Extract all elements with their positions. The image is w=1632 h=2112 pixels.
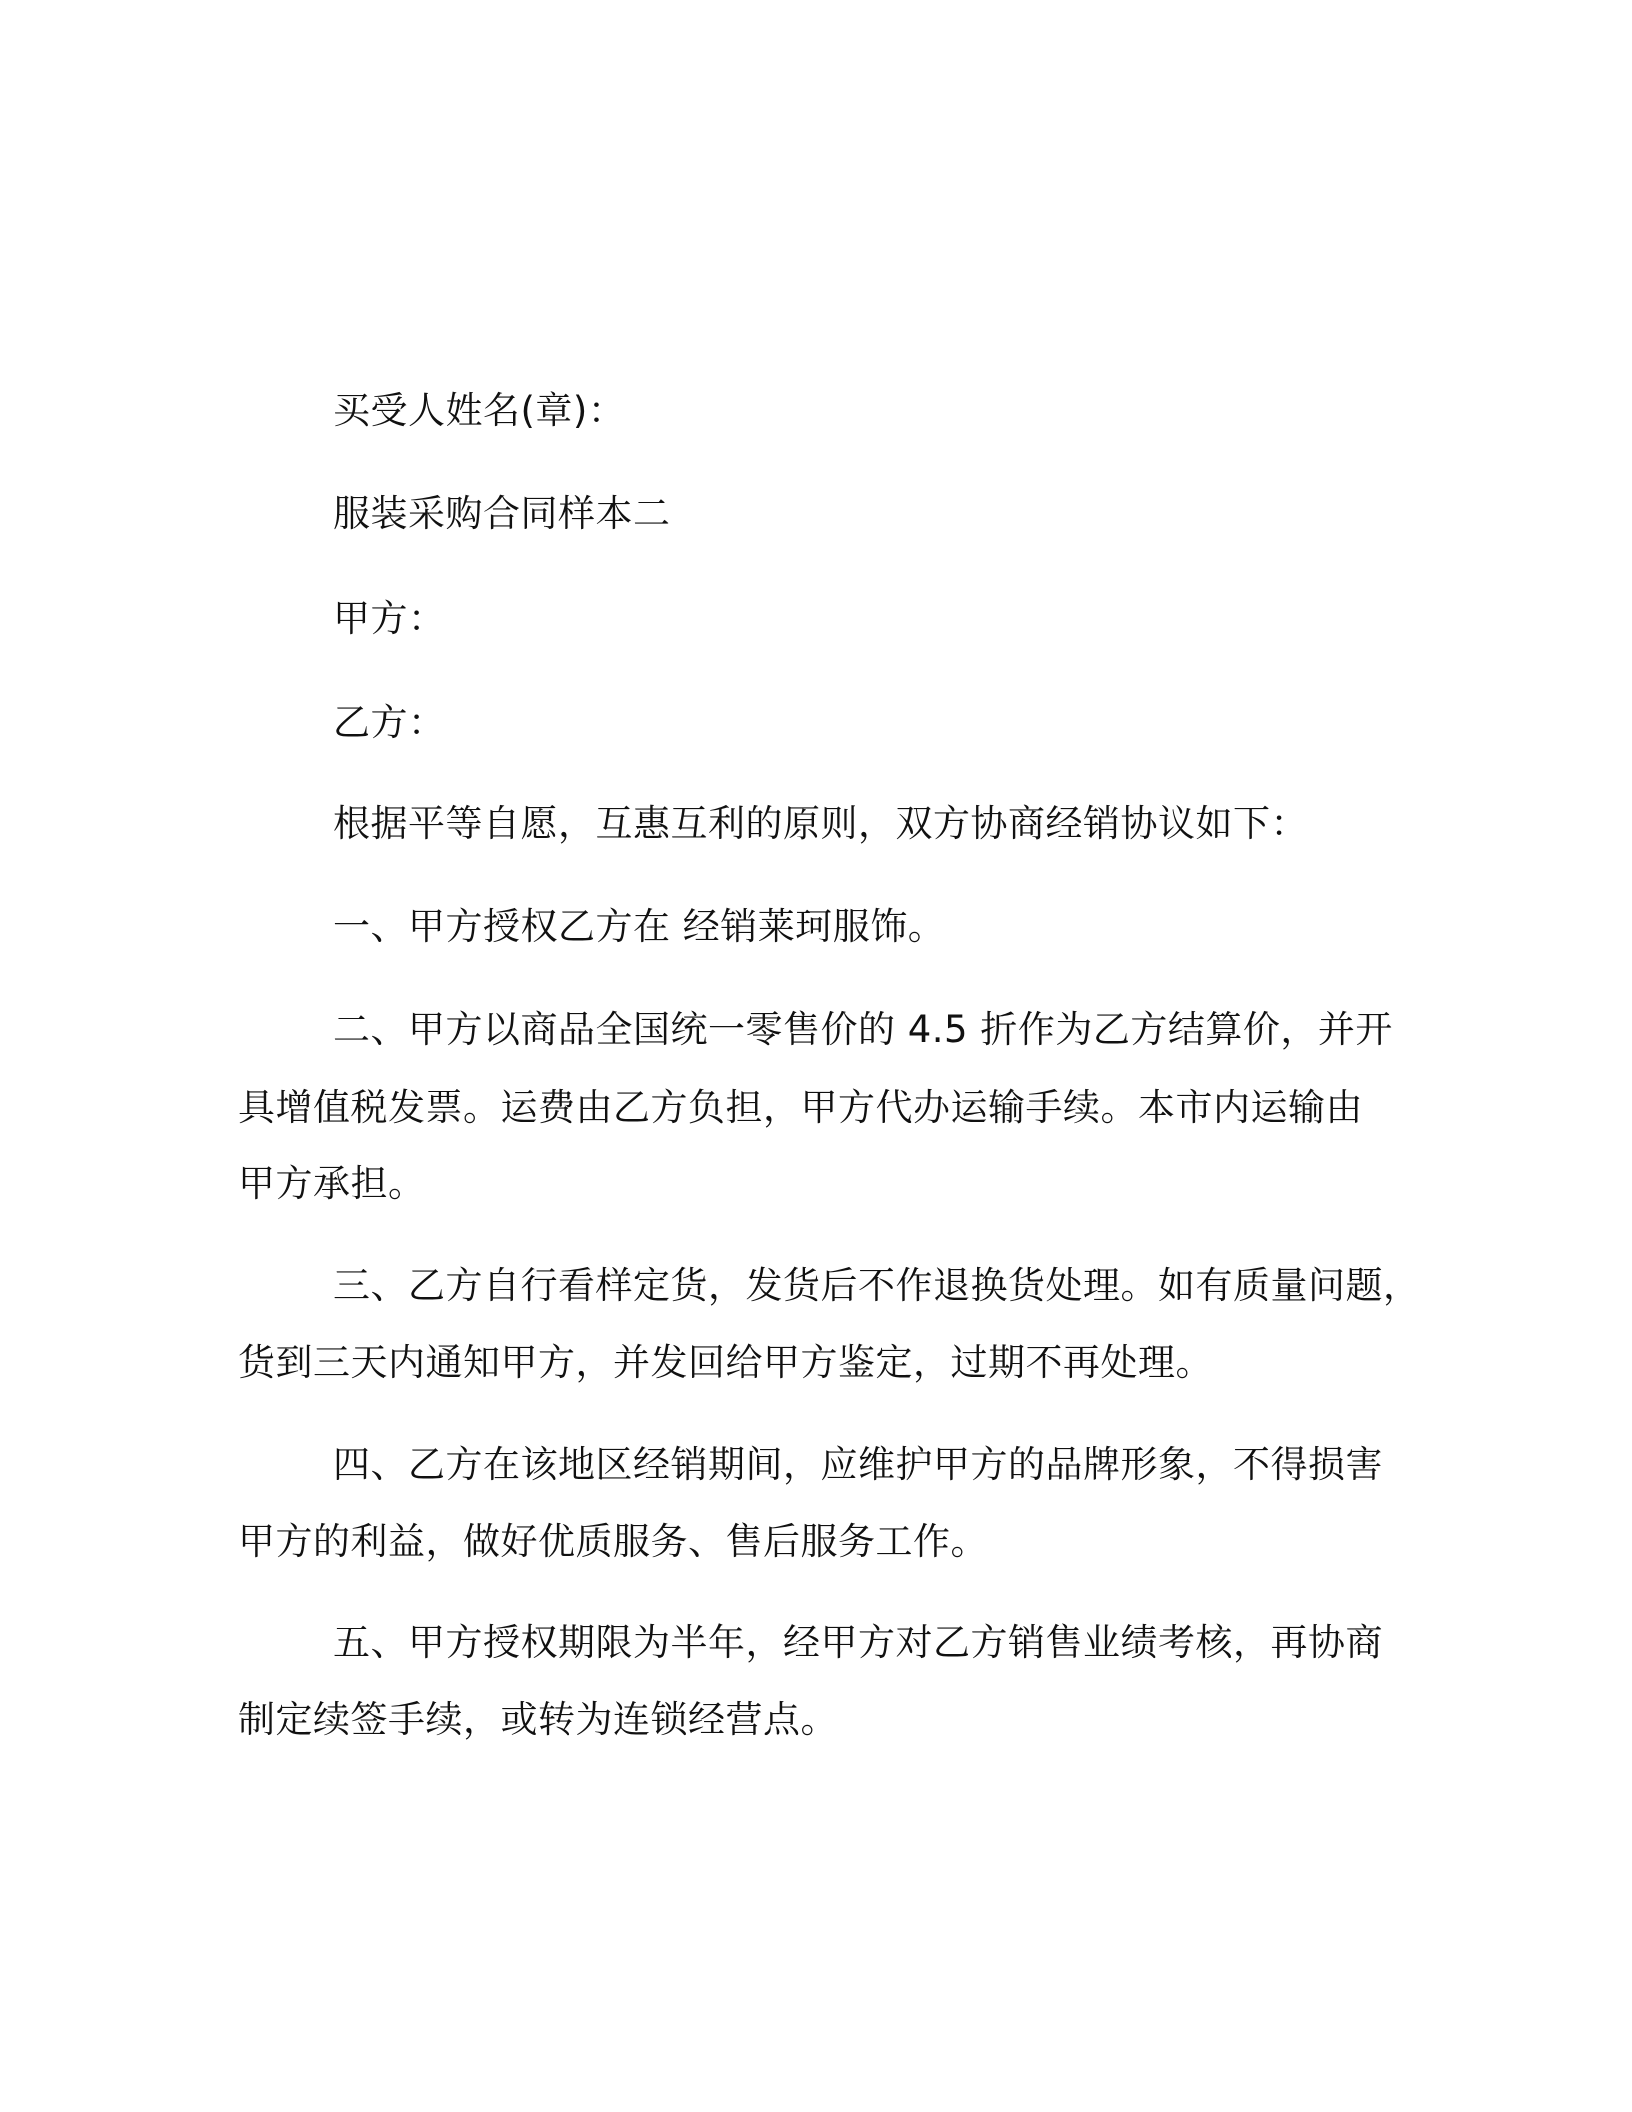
clause-3-line-2: 货到三天内通知甲方，并发回给甲方鉴定，过期不再处理。 [238,1341,1213,1384]
party-b-line: 乙方： [333,701,446,744]
clause-4-line-2: 甲方的利益，做好优质服务、售后服务工作。 [238,1520,988,1563]
clause-1: 一、甲方授权乙方在 经销莱珂服饰。 [333,905,946,948]
clause-5-line-1: 五、甲方授权期限为半年，经甲方对乙方销售业绩考核，再协商 [333,1621,1383,1664]
clause-2-line-1: 二、甲方以商品全国统一零售价的 4.5 折作为乙方结算价，并开 [333,1008,1393,1051]
clause-3-line-1: 三、乙方自行看样定货，发货后不作退换货处理。如有质量问题， [333,1264,1421,1307]
clause-4-line-1: 四、乙方在该地区经销期间，应维护甲方的品牌形象，不得损害 [333,1443,1383,1486]
party-a-line: 甲方： [333,597,446,640]
clause-2-line-2: 具增值税发票。运费由乙方负担，甲方代办运输手续。本市内运输由 [238,1086,1363,1129]
clause-2-line-3: 甲方承担。 [238,1162,426,1205]
buyer-signature-line: 买受人姓名(章)： [333,389,626,432]
preamble-paragraph: 根据平等自愿，互惠互利的原则，双方协商经销协议如下： [333,802,1308,845]
document-title: 服装采购合同样本二 [333,492,671,535]
clause-5-line-2: 制定续签手续，或转为连锁经营点。 [238,1698,838,1741]
